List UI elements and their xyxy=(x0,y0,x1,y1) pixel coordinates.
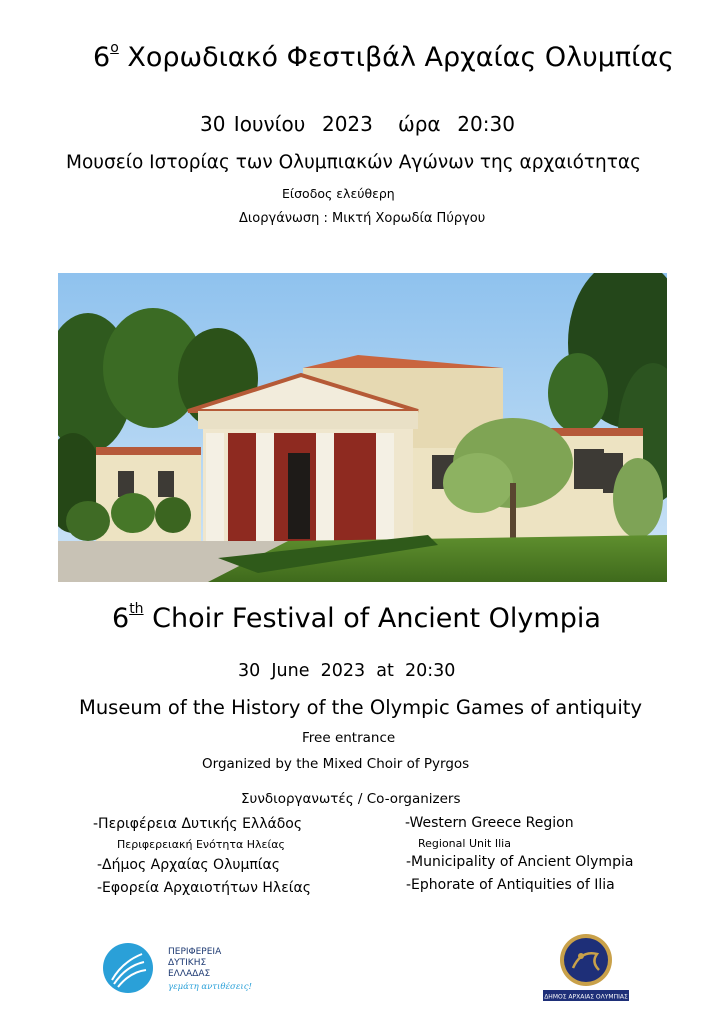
event-date-english: 30 June 2023 at 20:30 xyxy=(238,661,456,681)
coorg-greek-item: -Δήμος Αρχαίας Ολυμπίας xyxy=(97,857,280,873)
festival-title-english xyxy=(112,603,601,634)
coorganizers-heading: Συνδιοργανωτές / Co-organizers xyxy=(241,791,461,807)
venue-english: Museum of the History of the Olympic Games of antiquity xyxy=(79,696,642,719)
festival-title-greek xyxy=(93,42,674,73)
municipality-logo-label: ΔΗΜΟΣ ΑΡΧΑΙΑΣ ΟΛΥΜΠΙΑΣ xyxy=(544,993,628,1001)
museum-photo xyxy=(58,273,667,582)
region-logo-slogan: γεμάτη αντιθέσεις! xyxy=(168,982,252,992)
coorg-english-item: -Western Greece Region xyxy=(405,815,574,831)
event-date-greek: 30 Ιουνίου 2023 ώρα 20:30 xyxy=(200,112,515,136)
coorg-greek-subitem: Περιφερειακή Ενότητα Ηλείας xyxy=(117,838,285,851)
entry-greek: Είσοδος ελεύθερη xyxy=(282,186,395,201)
municipality-ancient-olympia-logo xyxy=(543,932,629,1004)
organizer-english: Organized by the Mixed Choir of Pyrgos xyxy=(202,756,470,772)
coorg-english-item: -Ephorate of Antiquities of Ilia xyxy=(406,877,615,893)
coorg-english-item: -Municipality of Ancient Olympia xyxy=(406,854,634,870)
municipality-emblem-icon xyxy=(564,938,608,982)
title-number: 6 xyxy=(112,603,130,634)
western-greece-region-logo xyxy=(98,942,268,994)
organizer-greek: Διοργάνωση : Μικτή Χορωδία Πύργου xyxy=(239,211,486,226)
entry-english: Free entrance xyxy=(302,730,396,746)
title-number: 6 xyxy=(93,42,111,73)
coorg-greek-item: -Εφορεία Αρχαιοτήτων Ηλείας xyxy=(97,880,311,896)
coorg-english-subitem: Regional Unit Ilia xyxy=(418,837,511,850)
title-text: Choir Festival of Ancient Olympia xyxy=(152,603,601,634)
title-ordinal: ο xyxy=(110,40,119,56)
title-ordinal: th xyxy=(129,601,144,617)
region-logo-line1: ΠΕΡΙΦΕΡΕΙΑ xyxy=(168,947,222,957)
venue-greek: Μουσείο Ιστορίας των Ολυμπιακών Αγώνων της αρχαιότητας xyxy=(66,152,641,173)
coorg-greek-item: -Περιφέρεια Δυτικής Ελλάδος xyxy=(93,816,303,832)
title-text: Χορωδιακό Φεστιβάλ Αρχαίας Ολυμπίας xyxy=(127,42,674,73)
region-logo-line2: ΔΥΤΙΚΗΣ xyxy=(168,958,207,968)
region-logo-line3: ΕΛΛΑΔΑΣ xyxy=(168,969,211,979)
